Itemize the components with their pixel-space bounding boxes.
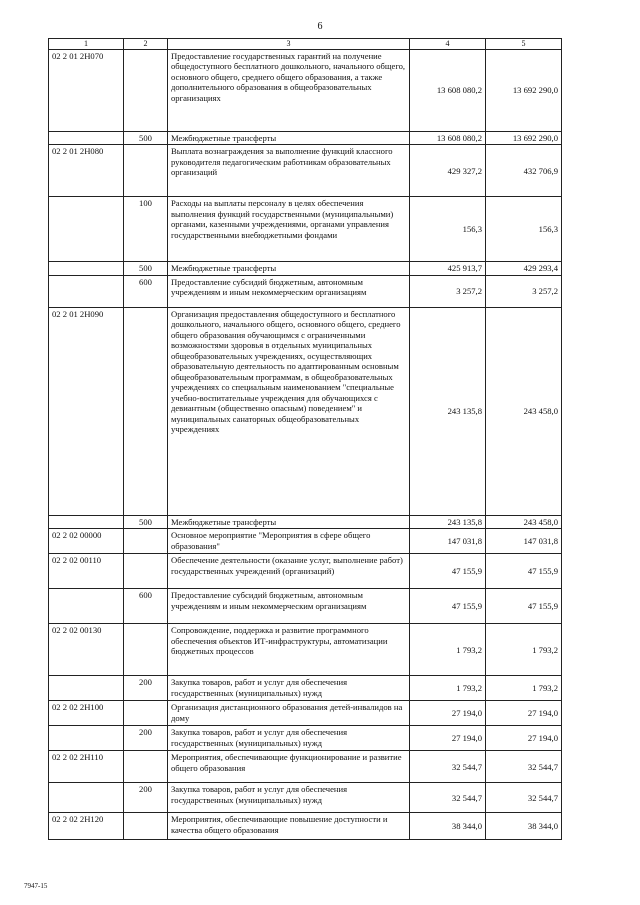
expense-type-cell: 600 xyxy=(124,589,168,624)
code-cell: 02 2 02 2Н100 xyxy=(49,701,124,726)
description-cell: Сопровождение, поддержка и развитие программного обеспечения объектов ИТ-инфраструктуры, автоматизации бюджетных процессов xyxy=(168,624,410,676)
amount-year-1-cell: 243 135,8 xyxy=(410,307,486,515)
expense-type-cell xyxy=(124,145,168,197)
code-cell: 02 2 02 2Н120 xyxy=(49,813,124,840)
amount-year-2-cell: 156,3 xyxy=(486,197,562,262)
budget-table xyxy=(48,38,562,840)
table-row xyxy=(49,515,562,528)
column-header: 3 xyxy=(168,39,410,50)
amount-year-1-cell: 38 344,0 xyxy=(410,813,486,840)
amount-year-1-cell: 429 327,2 xyxy=(410,145,486,197)
description-cell: Межбюджетные трансферты xyxy=(168,262,410,275)
amount-year-2-cell: 27 194,0 xyxy=(486,701,562,726)
table-row xyxy=(49,275,562,307)
column-header: 5 xyxy=(486,39,562,50)
code-cell: 02 2 02 00110 xyxy=(49,554,124,589)
amount-year-2-cell: 243 458,0 xyxy=(486,307,562,515)
amount-year-2-cell: 13 692 290,0 xyxy=(486,50,562,132)
code-cell xyxy=(49,262,124,275)
amount-year-1-cell: 13 608 080,2 xyxy=(410,50,486,132)
amount-year-2-cell: 32 544,7 xyxy=(486,751,562,783)
code-cell xyxy=(49,589,124,624)
table-row xyxy=(49,307,562,515)
description-cell: Организация предоставления общедоступного и бесплатного дошкольного, начального общего, основного общего, среднего общего образования обучающимся с ограниченными возможностями здоровья в отдельных муниципальных общеобразовательных учреждениях, осуществляющих образовательную деятельность по адаптированным основным общеобразовательным программам, в общеобразовательных учреждениях со специальным наименованием "специальные учебно-воспитательные учреждения для обучающихся с девиантным (общественно опасным) поведением" и муниципальных санаторных общеобразовательных учреждениях xyxy=(168,307,410,515)
expense-type-cell xyxy=(124,624,168,676)
expense-type-cell: 200 xyxy=(124,783,168,813)
table-row xyxy=(49,262,562,275)
table-row xyxy=(49,701,562,726)
table-row xyxy=(49,589,562,624)
amount-year-2-cell: 1 793,2 xyxy=(486,624,562,676)
expense-type-cell: 200 xyxy=(124,726,168,751)
code-cell: 02 2 02 2Н110 xyxy=(49,751,124,783)
amount-year-1-cell: 243 135,8 xyxy=(410,515,486,528)
description-cell: Закупка товаров, работ и услуг для обеспечения государственных (муниципальных) нужд xyxy=(168,726,410,751)
page-number: 6 xyxy=(317,21,323,32)
table-row xyxy=(49,554,562,589)
code-cell: 02 2 01 2Н070 xyxy=(49,50,124,132)
amount-year-2-cell: 47 155,9 xyxy=(486,554,562,589)
expense-type-cell: 500 xyxy=(124,262,168,275)
expense-type-cell: 200 xyxy=(124,676,168,701)
description-cell: Расходы на выплаты персоналу в целях обеспечения выполнения функций государственными (муниципальными) органами, казенными учреждениями, органами управления государственными внебюджетными фондами xyxy=(168,197,410,262)
table-row xyxy=(49,624,562,676)
table-row xyxy=(49,751,562,783)
amount-year-2-cell: 27 194,0 xyxy=(486,726,562,751)
table-row xyxy=(49,50,562,132)
description-cell: Закупка товаров, работ и услуг для обеспечения государственных (муниципальных) нужд xyxy=(168,676,410,701)
table-row xyxy=(49,783,562,813)
code-cell: 02 2 02 00130 xyxy=(49,624,124,676)
expense-type-cell xyxy=(124,307,168,515)
table-row xyxy=(49,813,562,840)
column-header: 1 xyxy=(49,39,124,50)
amount-year-2-cell: 3 257,2 xyxy=(486,275,562,307)
amount-year-2-cell: 1 793,2 xyxy=(486,676,562,701)
amount-year-1-cell: 1 793,2 xyxy=(410,624,486,676)
code-cell xyxy=(49,132,124,145)
table-row xyxy=(49,197,562,262)
table-row xyxy=(49,726,562,751)
code-cell xyxy=(49,726,124,751)
expense-type-cell xyxy=(124,50,168,132)
amount-year-1-cell: 425 913,7 xyxy=(410,262,486,275)
document-code: 7947-15 xyxy=(24,882,48,890)
expense-type-cell: 500 xyxy=(124,132,168,145)
amount-year-1-cell: 32 544,7 xyxy=(410,783,486,813)
code-cell: 02 2 01 2Н080 xyxy=(49,145,124,197)
code-cell xyxy=(49,275,124,307)
amount-year-1-cell: 1 793,2 xyxy=(410,676,486,701)
expense-type-cell xyxy=(124,554,168,589)
expense-type-cell xyxy=(124,751,168,783)
description-cell: Межбюджетные трансферты xyxy=(168,515,410,528)
amount-year-2-cell: 13 692 290,0 xyxy=(486,132,562,145)
description-cell: Предоставление субсидий бюджетным, автономным учреждениям и иным некоммерческим организациям xyxy=(168,589,410,624)
amount-year-1-cell: 3 257,2 xyxy=(410,275,486,307)
description-cell: Организация дистанционного образования детей-инвалидов на дому xyxy=(168,701,410,726)
description-cell: Межбюджетные трансферты xyxy=(168,132,410,145)
table-row xyxy=(49,529,562,554)
table-row xyxy=(49,676,562,701)
column-header: 2 xyxy=(124,39,168,50)
amount-year-1-cell: 27 194,0 xyxy=(410,726,486,751)
description-cell: Основное мероприятие "Мероприятия в сфере общего образования" xyxy=(168,529,410,554)
description-cell: Обеспечение деятельности (оказание услуг, выполнение работ) государственных учреждений (организаций) xyxy=(168,554,410,589)
table-header-row xyxy=(49,39,562,50)
expense-type-cell xyxy=(124,813,168,840)
amount-year-1-cell: 156,3 xyxy=(410,197,486,262)
column-header: 4 xyxy=(410,39,486,50)
expense-type-cell: 600 xyxy=(124,275,168,307)
amount-year-1-cell: 13 608 080,2 xyxy=(410,132,486,145)
amount-year-2-cell: 243 458,0 xyxy=(486,515,562,528)
expense-type-cell xyxy=(124,701,168,726)
amount-year-1-cell: 47 155,9 xyxy=(410,554,486,589)
description-cell: Закупка товаров, работ и услуг для обеспечения государственных (муниципальных) нужд xyxy=(168,783,410,813)
amount-year-2-cell: 32 544,7 xyxy=(486,783,562,813)
amount-year-1-cell: 147 031,8 xyxy=(410,529,486,554)
amount-year-2-cell: 38 344,0 xyxy=(486,813,562,840)
description-cell: Выплата вознаграждения за выполнение функций классного руководителя педагогическим работникам образовательных организаций xyxy=(168,145,410,197)
amount-year-2-cell: 429 293,4 xyxy=(486,262,562,275)
expense-type-cell: 100 xyxy=(124,197,168,262)
code-cell: 02 2 02 00000 xyxy=(49,529,124,554)
amount-year-1-cell: 27 194,0 xyxy=(410,701,486,726)
code-cell xyxy=(49,783,124,813)
amount-year-2-cell: 432 706,9 xyxy=(486,145,562,197)
code-cell: 02 2 01 2Н090 xyxy=(49,307,124,515)
description-cell: Предоставление субсидий бюджетным, автономным учреждениям и иным некоммерческим организациям xyxy=(168,275,410,307)
description-cell: Предоставление государственных гарантий на получение общедоступного бесплатного дошкольного, начального общего, основного общего, среднего общего образования, а также дополнительного образования в общеобразовательных организациях xyxy=(168,50,410,132)
code-cell xyxy=(49,197,124,262)
expense-type-cell xyxy=(124,529,168,554)
code-cell xyxy=(49,676,124,701)
description-cell: Мероприятия, обеспечивающие функционирование и развитие общего образования xyxy=(168,751,410,783)
amount-year-1-cell: 32 544,7 xyxy=(410,751,486,783)
description-cell: Мероприятия, обеспечивающие повышение доступности и качества общего образования xyxy=(168,813,410,840)
amount-year-2-cell: 47 155,9 xyxy=(486,589,562,624)
expense-type-cell: 500 xyxy=(124,515,168,528)
table-row xyxy=(49,145,562,197)
table-row xyxy=(49,132,562,145)
code-cell xyxy=(49,515,124,528)
amount-year-2-cell: 147 031,8 xyxy=(486,529,562,554)
amount-year-1-cell: 47 155,9 xyxy=(410,589,486,624)
